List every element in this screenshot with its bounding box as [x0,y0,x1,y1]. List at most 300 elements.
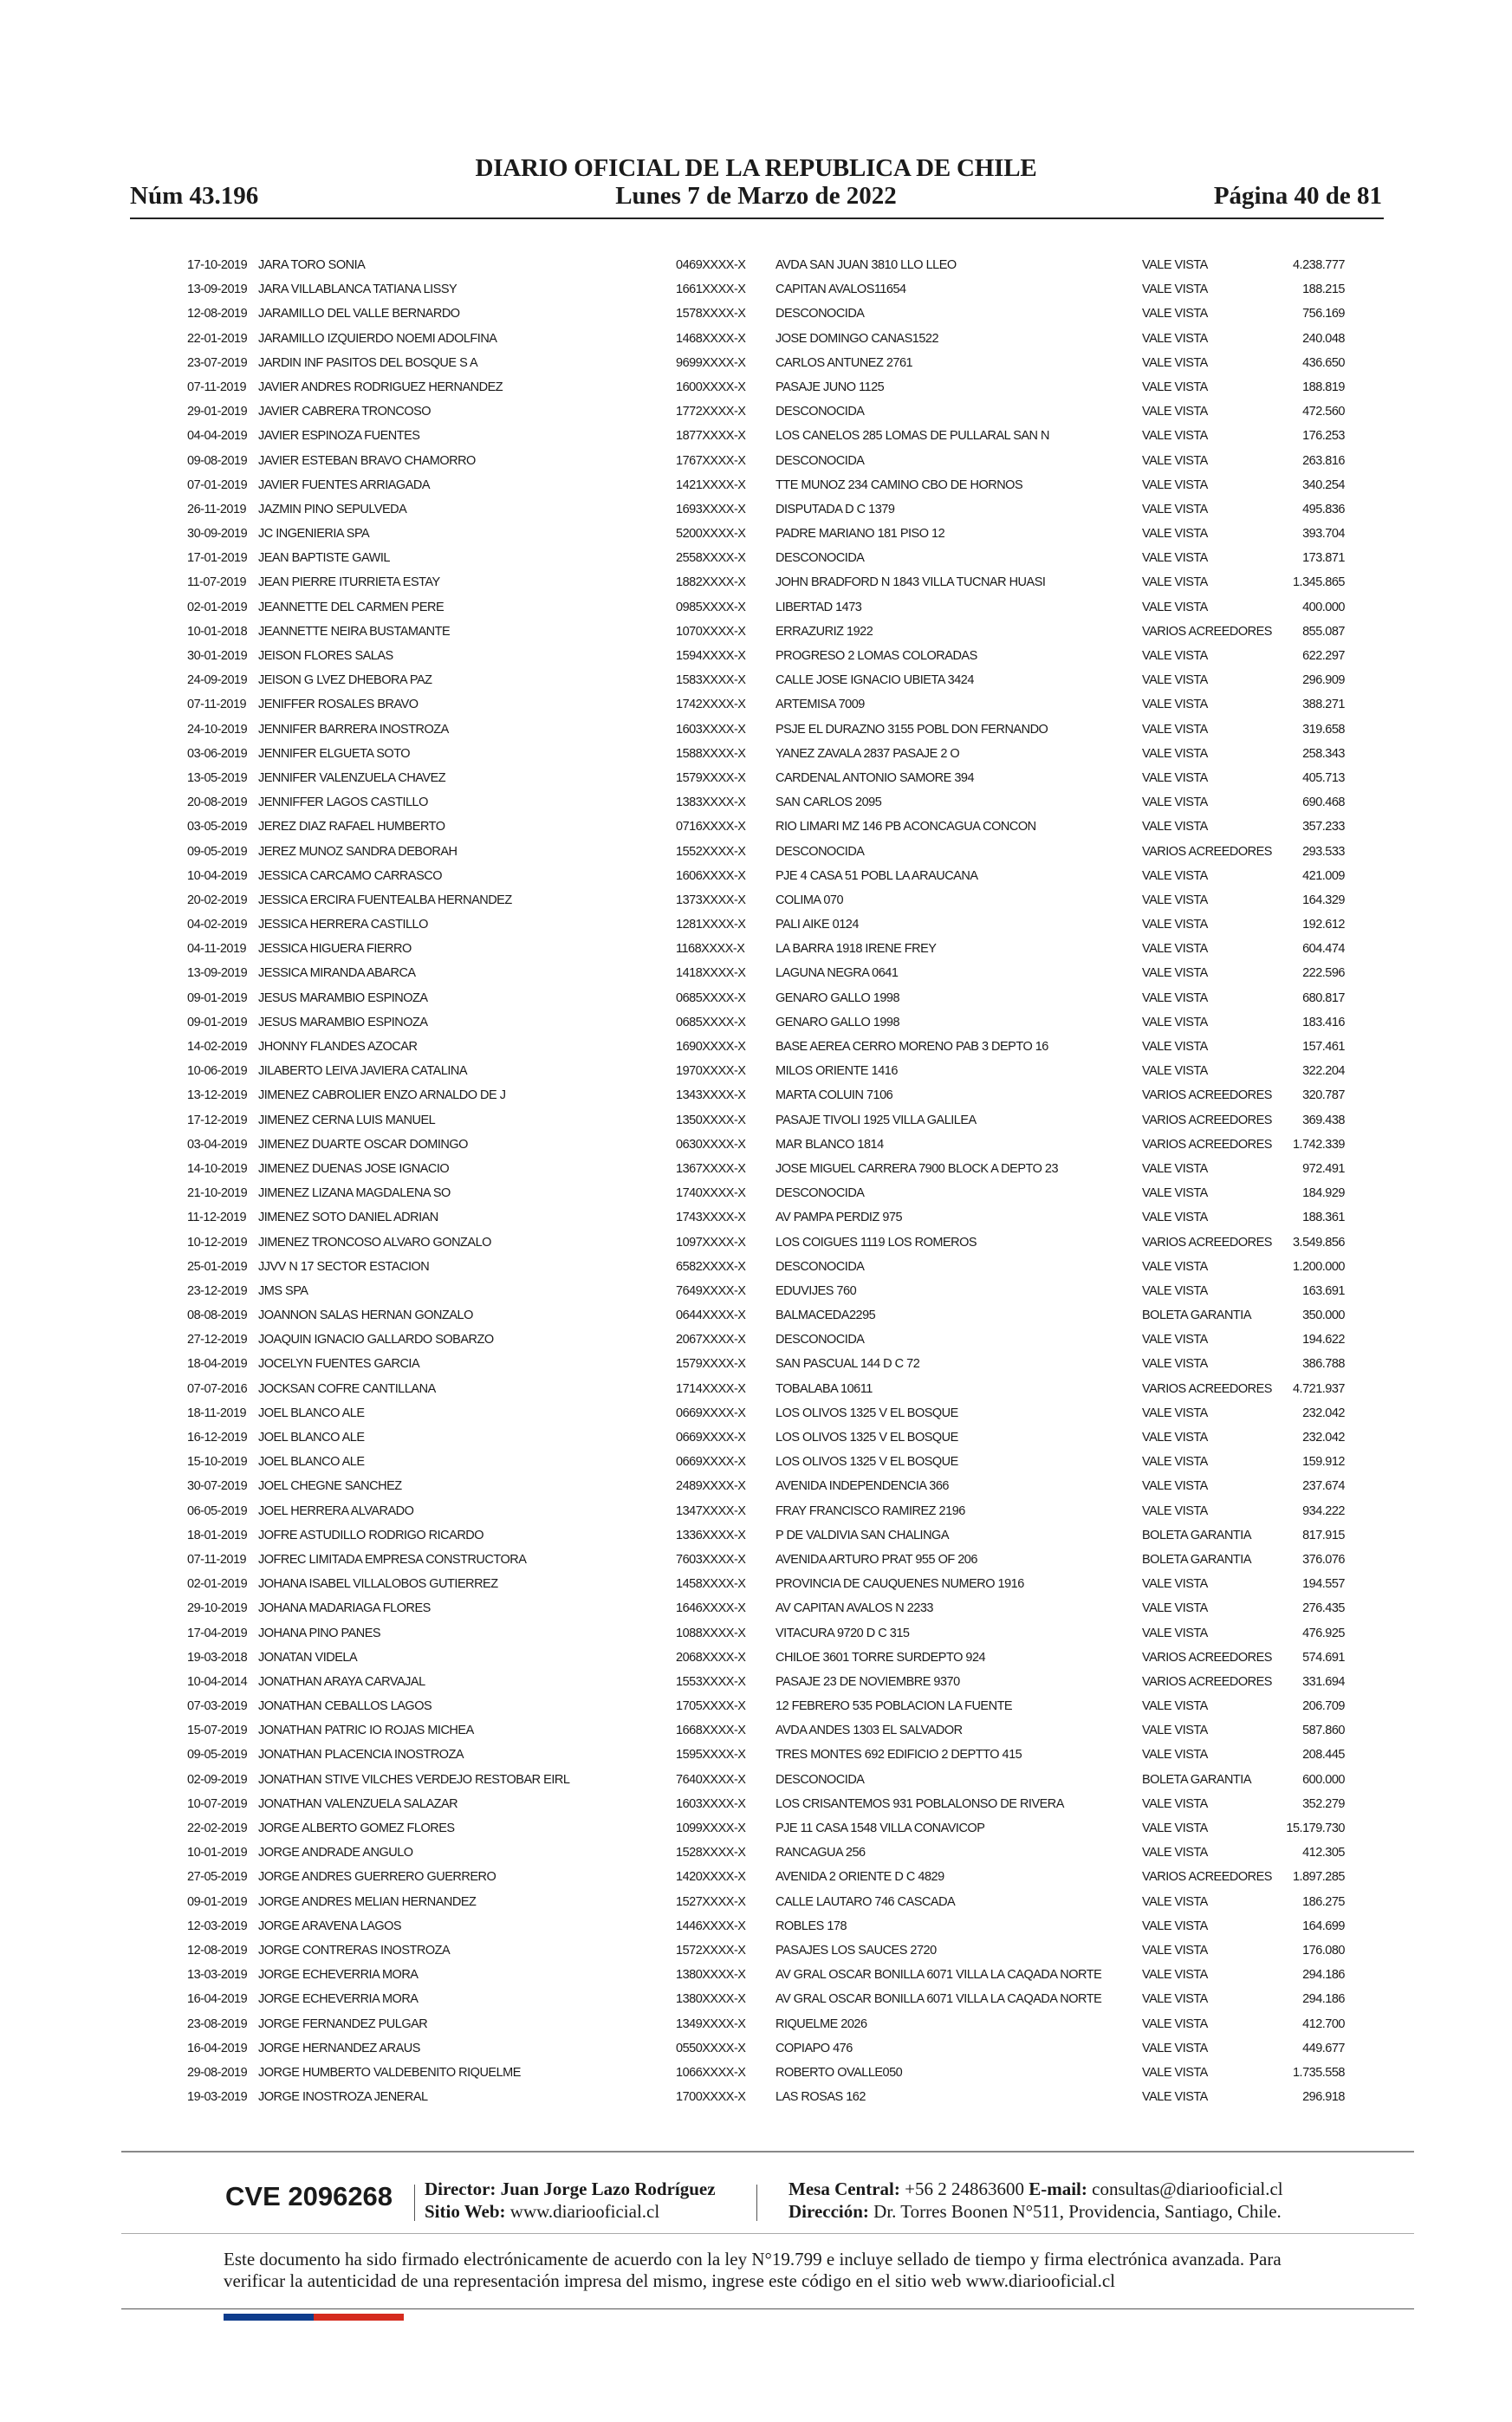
table-row [0,938,1512,963]
row-name: JEANNETTE DEL CARMEN PERE [258,600,445,614]
table-row [0,1549,1512,1574]
row-name: JENNIFER VALENZUELA CHAVEZ [258,770,446,785]
row-amount: 331.694 [1302,1674,1345,1689]
table-row [0,523,1512,548]
row-amount: 173.871 [1302,551,1345,566]
table-row [0,1964,1512,1989]
flag-stripe-blue [224,2314,314,2321]
row-amount: 294.186 [1302,1968,1345,1983]
row-amount: 622.297 [1302,649,1345,663]
row-date: 11-07-2019 [187,575,247,590]
table-row [0,816,1512,841]
row-amount: 296.918 [1302,2090,1345,2105]
row-document-type: VARIOS ACREEDORES [1142,1674,1272,1689]
table-row [0,1769,1512,1794]
row-address: CHILOE 3601 TORRE SURDEPTO 924 [775,1650,986,1665]
row-address: RANCAGUA 256 [775,1846,866,1860]
row-rut: 1588XXXX-X [676,746,746,761]
row-address: AV PAMPA PERDIZ 975 [775,1211,903,1225]
address-label: Dirección: [788,2201,869,2222]
row-amount: 258.343 [1302,746,1345,761]
row-date: 22-02-2019 [187,1821,248,1835]
footer-rule-bottom [121,2308,1414,2309]
row-rut: 1742XXXX-X [676,698,746,712]
row-name: JENNIFER ELGUETA SOTO [258,746,411,761]
row-name: JIMENEZ CABROLIER ENZO ARNALDO DE J [258,1088,506,1103]
row-date: 04-02-2019 [187,918,248,932]
row-rut: 1646XXXX-X [676,1601,746,1616]
table-row [0,670,1512,694]
row-address: PASAJE TIVOLI 1925 VILLA GALILEA [775,1113,977,1127]
row-date: 16-12-2019 [187,1431,248,1445]
row-amount: 369.438 [1302,1113,1345,1127]
row-address: AV CAPITAN AVALOS N 2233 [775,1601,933,1616]
row-address: PJE 11 CASA 1548 VILLA CONAVICOP [775,1821,985,1835]
row-address: 12 FEBRERO 535 POBLACION LA FUENTE [775,1699,1013,1714]
row-name: JORGE ANDRADE ANGULO [258,1846,413,1860]
row-address: JOSE MIGUEL CARRERA 7900 BLOCK A DEPTO 23 [775,1161,1059,1176]
row-amount: 680.817 [1302,990,1345,1005]
row-date: 18-04-2019 [187,1357,248,1372]
table-row [0,694,1512,718]
row-name: JARAMILLO DEL VALLE BERNARDO [258,307,460,321]
row-date: 18-11-2019 [187,1406,247,1420]
row-amount: 159.912 [1302,1455,1345,1470]
row-amount: 3.549.856 [1292,1235,1345,1250]
row-amount: 1.897.285 [1292,1870,1345,1885]
row-name: JEREZ DIAZ RAFAEL HUMBERTO [258,820,445,834]
flag-stripe-red [314,2314,404,2321]
row-name: JOAQUIN IGNACIO GALLARDO SOBARZO [258,1333,494,1347]
row-amount: 176.253 [1302,429,1345,444]
row-rut: 0469XXXX-X [676,258,746,272]
row-amount: 587.860 [1302,1724,1345,1738]
row-name: JEAN PIERRE ITURRIETA ESTAY [258,575,440,590]
table-row [0,1329,1512,1354]
row-address: YANEZ ZAVALA 2837 PASAJE 2 O [775,746,960,761]
row-document-type: VALE VISTA [1142,355,1208,370]
row-document-type: VALE VISTA [1142,1283,1208,1298]
row-document-type: VALE VISTA [1142,1455,1208,1470]
row-address: PJE 4 CASA 51 POBL LA ARAUCANA [775,868,978,883]
row-amount: 436.650 [1302,355,1345,370]
row-date: 07-01-2019 [187,477,248,492]
table-row [0,499,1512,523]
row-address: SAN CARLOS 2095 [775,795,882,810]
table-row [0,719,1512,743]
row-name: JOEL BLANCO ALE [258,1406,365,1420]
row-name: JAZMIN PINO SEPULVEDA [258,502,407,516]
row-name: JORGE HUMBERTO VALDEBENITO RIQUELME [258,2065,521,2080]
row-amount: 188.215 [1302,282,1345,297]
row-amount: 1.735.558 [1292,2065,1345,2080]
row-date: 26-11-2019 [187,502,247,516]
row-address: LAS ROSAS 162 [775,2090,866,2105]
row-amount: 972.491 [1302,1161,1345,1176]
row-address: SAN PASCUAL 144 D C 72 [775,1357,920,1372]
table-row [0,1012,1512,1036]
row-address: DESCONOCIDA [775,1333,865,1347]
table-row [0,597,1512,621]
row-name: JONATHAN PATRIC IO ROJAS MICHEA [258,1724,474,1738]
row-document-type: VALE VISTA [1142,1919,1208,1933]
row-date: 07-11-2019 [187,698,247,712]
row-amount: 376.076 [1302,1552,1345,1567]
row-rut: 1350XXXX-X [676,1113,746,1127]
site-label: Sitio Web: [425,2201,506,2222]
row-document-type: VALE VISTA [1142,1161,1208,1176]
table-row [0,2062,1512,2087]
row-name: JONATHAN ARAYA CARVAJAL [258,1674,425,1689]
row-address: DESCONOCIDA [775,551,865,566]
row-document-type: VALE VISTA [1142,1894,1208,1909]
table-row [0,792,1512,816]
row-document-type: VALE VISTA [1142,502,1208,516]
row-document-type: VALE VISTA [1142,918,1208,932]
row-rut: 1743XXXX-X [676,1211,746,1225]
row-document-type: VALE VISTA [1142,1577,1208,1592]
row-amount: 186.275 [1302,1894,1345,1909]
row-rut: 1693XXXX-X [676,502,746,516]
row-rut: 1583XXXX-X [676,673,746,688]
table-row [0,425,1512,450]
row-rut: 1877XXXX-X [676,429,746,444]
row-address: PASAJE 23 DE NOVIEMBRE 9370 [775,1674,960,1689]
row-amount: 188.361 [1302,1211,1345,1225]
row-amount: 296.909 [1302,673,1345,688]
row-name: JOANNON SALAS HERNAN GONZALO [258,1308,473,1323]
row-address: DESCONOCIDA [775,1772,865,1787]
row-address: AV GRAL OSCAR BONILLA 6071 VILLA LA CAQADA NORTE [775,1968,1102,1983]
row-address: DESCONOCIDA [775,1259,865,1274]
row-rut: 0669XXXX-X [676,1431,746,1445]
row-address: LOS OLIVOS 1325 V EL BOSQUE [775,1406,958,1420]
row-amount: 184.929 [1302,1186,1345,1201]
row-date: 13-12-2019 [187,1088,248,1103]
row-name: JORGE ANDRES MELIAN HERNANDEZ [258,1894,477,1909]
row-address: AV GRAL OSCAR BONILLA 6071 VILLA LA CAQADA NORTE [775,1992,1102,2007]
row-rut: 0716XXXX-X [676,820,746,834]
row-name: JESSICA CARCAMO CARRASCO [258,868,442,883]
row-name: JESSICA MIRANDA ABARCA [258,966,416,981]
row-address: GENARO GALLO 1998 [775,990,900,1005]
row-document-type: VALE VISTA [1142,770,1208,785]
row-rut: 1418XXXX-X [676,966,746,981]
row-date: 17-01-2019 [187,551,248,566]
row-document-type: VALE VISTA [1142,1503,1208,1518]
row-rut: 1527XXXX-X [676,1894,746,1909]
table-row [0,1256,1512,1281]
row-address: CALLE JOSE IGNACIO UBIETA 3424 [775,673,974,688]
row-amount: 1.742.339 [1292,1137,1345,1152]
table-row [0,988,1512,1012]
row-date: 07-03-2019 [187,1699,248,1714]
table-row [0,1696,1512,1720]
row-document-type: VALE VISTA [1142,795,1208,810]
row-amount: 188.819 [1302,380,1345,394]
row-date: 30-07-2019 [187,1479,248,1494]
row-rut: 1380XXXX-X [676,1968,746,1983]
row-address: ROBLES 178 [775,1919,847,1933]
row-rut: 0669XXXX-X [676,1406,746,1420]
email-link[interactable]: consultas@diariooficial.cl [1092,2179,1283,2199]
row-amount: 15.179.730 [1286,1821,1345,1835]
row-rut: 6582XXXX-X [676,1259,746,1274]
row-name: JIMENEZ SOTO DANIEL ADRIAN [258,1211,438,1225]
row-address: PROVINCIA DE CAUQUENES NUMERO 1916 [775,1577,1024,1592]
row-amount: 206.709 [1302,1699,1345,1714]
row-document-type: VARIOS ACREEDORES [1142,1137,1272,1152]
row-name: JAVIER ANDRES RODRIGUEZ HERNANDEZ [258,380,503,394]
row-amount: 756.169 [1302,307,1345,321]
row-document-type: VALE VISTA [1142,527,1208,542]
page-number: Página 40 de 81 [1213,182,1382,210]
address-value: Dr. Torres Boonen N°511, Providencia, Santiago, Chile. [873,2201,1282,2222]
row-name: JONATAN VIDELA [258,1650,358,1665]
row-document-type: VALE VISTA [1142,1748,1208,1763]
table-row [0,1281,1512,1305]
table-row [0,1647,1512,1672]
row-name: JOEL HERRERA ALVARADO [258,1503,414,1518]
row-name: JARDIN INF PASITOS DEL BOSQUE S A [258,355,478,370]
row-amount: 276.435 [1302,1601,1345,1616]
row-rut: 1373XXXX-X [676,893,746,907]
table-row [0,1379,1512,1403]
row-rut: 1347XXXX-X [676,1503,746,1518]
row-date: 12-08-2019 [187,1943,248,1958]
row-date: 07-11-2019 [187,1552,247,1567]
row-name: JAVIER ESPINOZA FUENTES [258,429,420,444]
row-rut: 1661XXXX-X [676,282,746,297]
row-address: LOS OLIVOS 1325 V EL BOSQUE [775,1455,958,1470]
row-date: 17-12-2019 [187,1113,248,1127]
row-amount: 1.345.865 [1292,575,1345,590]
row-document-type: BOLETA GARANTIA [1142,1552,1251,1567]
row-document-type: VALE VISTA [1142,1259,1208,1274]
table-row [0,890,1512,914]
row-document-type: VALE VISTA [1142,990,1208,1005]
row-address: LOS OLIVOS 1325 V EL BOSQUE [775,1431,958,1445]
row-document-type: VALE VISTA [1142,1064,1208,1079]
row-date: 11-12-2019 [187,1211,247,1225]
row-address: PSJE EL DURAZNO 3155 POBL DON FERNANDO [775,722,1048,737]
row-date: 23-12-2019 [187,1283,248,1298]
row-document-type: VALE VISTA [1142,307,1208,321]
table-row [0,1134,1512,1159]
row-document-type: VALE VISTA [1142,1015,1208,1029]
row-document-type: VALE VISTA [1142,893,1208,907]
row-name: JAVIER FUENTES ARRIAGADA [258,477,431,492]
row-date: 02-01-2019 [187,1577,248,1592]
row-document-type: VALE VISTA [1142,282,1208,297]
row-date: 21-10-2019 [187,1186,248,1201]
row-amount: 600.000 [1302,1772,1345,1787]
row-amount: 352.279 [1302,1796,1345,1811]
row-document-type: VALE VISTA [1142,575,1208,590]
table-row [0,646,1512,670]
row-name: JONATHAN CEBALLOS LAGOS [258,1699,432,1714]
row-address: LA BARRA 1918 IRENE FREY [775,942,937,957]
row-document-type: VARIOS ACREEDORES [1142,844,1272,859]
table-row [0,1598,1512,1622]
row-document-type: VARIOS ACREEDORES [1142,1088,1272,1103]
row-amount: 472.560 [1302,405,1345,419]
table-row [0,1525,1512,1549]
page-header [0,0,1512,225]
row-address: AVDA ANDES 1303 EL SALVADOR [775,1724,963,1738]
row-date: 27-05-2019 [187,1870,248,1885]
row-address: PROGRESO 2 LOMAS COLORADAS [775,649,977,663]
table-row [0,1989,1512,2013]
row-date: 24-10-2019 [187,722,248,737]
row-name: JOCELYN FUENTES GARCIA [258,1357,420,1372]
row-rut: 1468XXXX-X [676,331,746,346]
row-document-type: BOLETA GARANTIA [1142,1528,1251,1542]
table-row [0,328,1512,353]
row-document-type: VALE VISTA [1142,1943,1208,1958]
row-rut: 1772XXXX-X [676,405,746,419]
row-name: JOEL BLANCO ALE [258,1431,365,1445]
row-document-type: VALE VISTA [1142,1333,1208,1347]
row-document-type: VALE VISTA [1142,1968,1208,1983]
row-name: JORGE ARAVENA LAGOS [258,1919,402,1933]
row-rut: 0685XXXX-X [676,1015,746,1029]
table-row [0,1818,1512,1842]
table-row [0,279,1512,303]
row-address: AVENIDA 2 ORIENTE D C 4829 [775,1870,944,1885]
row-name: JORGE HERNANDEZ ARAUS [258,2041,420,2055]
row-amount: 232.042 [1302,1431,1345,1445]
row-address: TOBALABA 10611 [775,1381,873,1396]
records-table [0,255,1512,2111]
table-row [0,768,1512,792]
row-address: TTE MUNOZ 234 CAMINO CBO DE HORNOS [775,477,1023,492]
row-amount: 194.557 [1302,1577,1345,1592]
table-row [0,914,1512,938]
row-rut: 7603XXXX-X [676,1552,746,1567]
row-date: 19-03-2018 [187,1650,248,1665]
row-address: P DE VALDIVIA SAN CHALINGA [775,1528,950,1542]
row-address: ERRAZURIZ 1922 [775,624,873,639]
row-address: CAPITAN AVALOS11654 [775,282,906,297]
row-name: JENNIFER BARRERA INOSTROZA [258,722,449,737]
table-row [0,963,1512,987]
row-address: LAGUNA NEGRA 0641 [775,966,899,981]
row-document-type: VALE VISTA [1142,477,1208,492]
row-rut: 1606XXXX-X [676,868,746,883]
row-date: 03-04-2019 [187,1137,248,1152]
row-name: JORGE INOSTROZA JENERAL [258,2090,428,2105]
row-name: JIMENEZ CERNA LUIS MANUEL [258,1113,436,1127]
row-date: 14-02-2019 [187,1040,248,1054]
row-amount: 294.186 [1302,1992,1345,2007]
row-date: 16-04-2019 [187,2041,248,2055]
table-row [0,1574,1512,1598]
row-name: JORGE CONTRERAS INOSTROZA [258,1943,451,1958]
table-row [0,548,1512,572]
row-date: 10-04-2014 [187,1674,248,1689]
row-date: 10-06-2019 [187,1064,248,1079]
row-rut: 1553XXXX-X [676,1674,746,1689]
row-address: MARTA COLUIN 7106 [775,1088,893,1103]
row-date: 12-08-2019 [187,307,248,321]
row-amount: 322.204 [1302,1064,1345,1079]
row-name: JESSICA ERCIRA FUENTEALBA HERNANDEZ [258,893,512,907]
contact-line [788,2179,1283,2200]
table-row [0,621,1512,646]
row-rut: 1600XXXX-X [676,380,746,394]
row-document-type: VALE VISTA [1142,1601,1208,1616]
row-date: 30-09-2019 [187,527,248,542]
row-address: AVENIDA INDEPENDENCIA 366 [775,1479,949,1494]
row-amount: 163.691 [1302,1283,1345,1298]
table-row [0,572,1512,596]
row-name: JONATHAN VALENZUELA SALAZAR [258,1796,458,1811]
site-link[interactable]: www.diariooficial.cl [509,2201,660,2222]
row-date: 07-07-2016 [187,1381,248,1396]
row-rut: 0644XXXX-X [676,1308,746,1323]
row-name: JMS SPA [258,1283,308,1298]
row-name: JORGE ALBERTO GOMEZ FLORES [258,1821,455,1835]
publication-title: DIARIO OFICIAL DE LA REPUBLICA DE CHILE [475,154,1037,182]
row-document-type: VALE VISTA [1142,380,1208,394]
row-date: 13-09-2019 [187,966,248,981]
table-row [0,303,1512,328]
row-document-type: VARIOS ACREEDORES [1142,624,1272,639]
row-amount: 412.305 [1302,1846,1345,1860]
row-document-type: VALE VISTA [1142,1846,1208,1860]
row-amount: 476.925 [1302,1626,1345,1640]
row-name: JOFRE ASTUDILLO RODRIGO RICARDO [258,1528,484,1542]
row-name: JAVIER CABRERA TRONCOSO [258,405,432,419]
row-date: 09-01-2019 [187,1015,248,1029]
table-row [0,1110,1512,1134]
row-rut: 1700XXXX-X [676,2090,746,2105]
row-rut: 0669XXXX-X [676,1455,746,1470]
row-rut: 0630XXXX-X [676,1137,746,1152]
row-document-type: VALE VISTA [1142,2016,1208,2031]
row-amount: 237.674 [1302,1479,1345,1494]
row-document-type: VALE VISTA [1142,1724,1208,1738]
row-address: TRES MONTES 692 EDIFICIO 2 DEPTTO 415 [775,1748,1022,1763]
table-row [0,1794,1512,1818]
row-amount: 386.788 [1302,1357,1345,1372]
row-document-type: VALE VISTA [1142,1040,1208,1054]
row-amount: 222.596 [1302,966,1345,981]
row-date: 23-07-2019 [187,355,248,370]
row-rut: 1578XXXX-X [676,307,746,321]
row-document-type: VALE VISTA [1142,673,1208,688]
row-date: 15-10-2019 [187,1455,248,1470]
row-name: JARA TORO SONIA [258,258,366,272]
row-address: PASAJE JUNO 1125 [775,380,885,394]
email-label: E-mail: [1029,2179,1087,2199]
row-amount: 183.416 [1302,1015,1345,1029]
row-amount: 357.233 [1302,820,1345,834]
row-rut: 1552XXXX-X [676,844,746,859]
row-document-type: VALE VISTA [1142,2090,1208,2105]
row-date: 24-09-2019 [187,673,248,688]
row-name: JESUS MARAMBIO ESPINOZA [258,1015,428,1029]
table-row [0,1061,1512,1085]
row-address: GENARO GALLO 1998 [775,1015,900,1029]
mesa-label: Mesa Central: [788,2179,900,2199]
row-address: LOS COIGUES 1119 LOS ROMEROS [775,1235,977,1250]
row-name: JAVIER ESTEBAN BRAVO CHAMORRO [258,453,476,468]
row-amount: 176.080 [1302,1943,1345,1958]
row-date: 20-02-2019 [187,893,248,907]
row-rut: 7640XXXX-X [676,1772,746,1787]
